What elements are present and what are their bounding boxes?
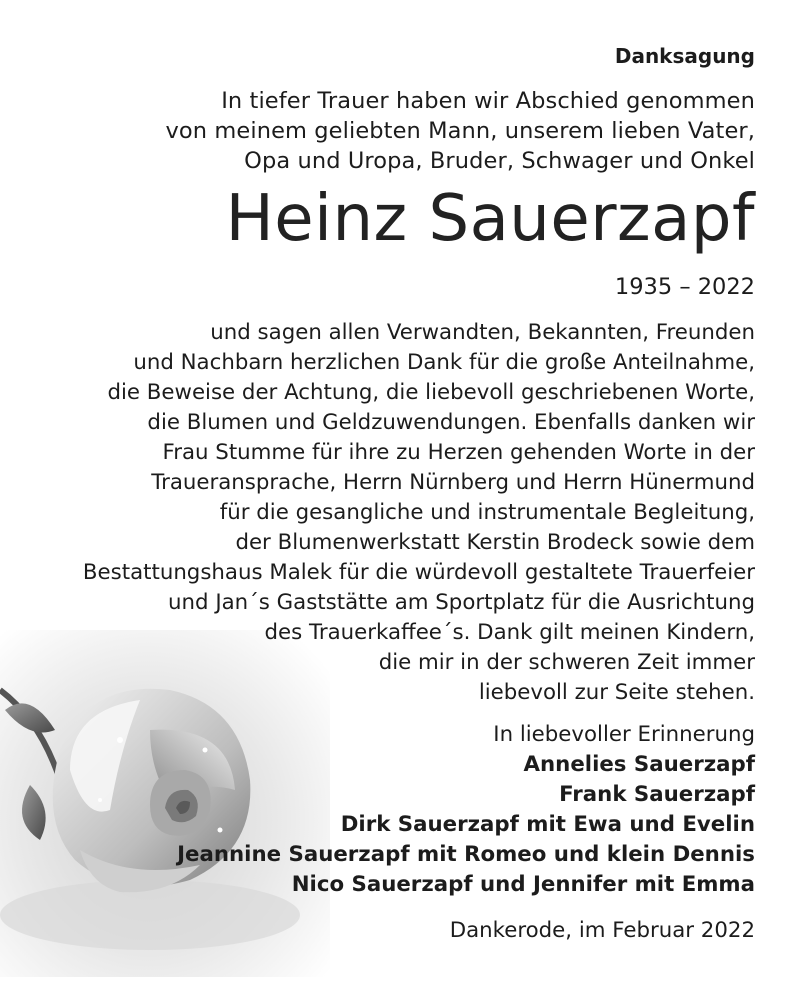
signatory: Dirk Sauerzapf mit Ewa und Evelin xyxy=(340,812,755,837)
place-date: Dankerode, im Februar 2022 xyxy=(449,918,755,943)
thanks-line: die Beweise der Achtung, die liebevoll geschriebenen Worte, xyxy=(107,380,755,405)
thanks-line: die Blumen und Geldzuwendungen. Ebenfalls danken wir xyxy=(147,410,755,435)
thanks-line: die mir in der schweren Zeit immer xyxy=(378,650,755,675)
signatory: Annelies Sauerzapf xyxy=(523,752,755,777)
thanks-line: Bestattungshaus Malek für die würdevoll gestaltete Trauerfeier xyxy=(82,560,755,585)
intro-line: In tiefer Trauer haben wir Abschied genommen xyxy=(221,88,755,114)
intro-line: von meinem geliebten Mann, unserem lieben Vater, xyxy=(165,118,755,144)
life-dates: 1935 – 2022 xyxy=(614,274,755,300)
intro-line: Opa und Uropa, Bruder, Schwager und Onkel xyxy=(244,148,755,174)
thanks-line: und sagen allen Verwandten, Bekannten, Freunden xyxy=(210,320,755,345)
signatory: Jeannine Sauerzapf mit Romeo und klein Dennis xyxy=(177,842,755,867)
signatory: Frank Sauerzapf xyxy=(559,782,755,807)
thanks-line: Frau Stumme für ihre zu Herzen gehenden Worte in der xyxy=(162,440,755,465)
remembrance-line: In liebevoller Erinnerung xyxy=(493,722,755,747)
thanks-line: des Trauerkaffee´s. Dank gilt meinen Kindern, xyxy=(264,620,755,645)
thanks-line: liebevoll zur Seite stehen. xyxy=(478,680,755,705)
heading: Danksagung xyxy=(614,44,755,68)
thanks-line: und Nachbarn herzlichen Dank für die große Anteilnahme, xyxy=(133,350,755,375)
deceased-name: Heinz Sauerzapf xyxy=(225,182,755,256)
thanks-line: für die gesangliche und instrumentale Begleitung, xyxy=(219,500,755,525)
signatory: Nico Sauerzapf und Jennifer mit Emma xyxy=(291,872,755,897)
thanks-line: der Blumenwerkstatt Kerstin Brodeck sowie dem xyxy=(235,530,755,555)
thanks-line: und Jan´s Gaststätte am Sportplatz für die Ausrichtung xyxy=(168,590,755,615)
rose-image xyxy=(0,630,330,977)
thanks-line: Traueransprache, Herrn Nürnberg und Herrn Hünermund xyxy=(151,470,755,495)
